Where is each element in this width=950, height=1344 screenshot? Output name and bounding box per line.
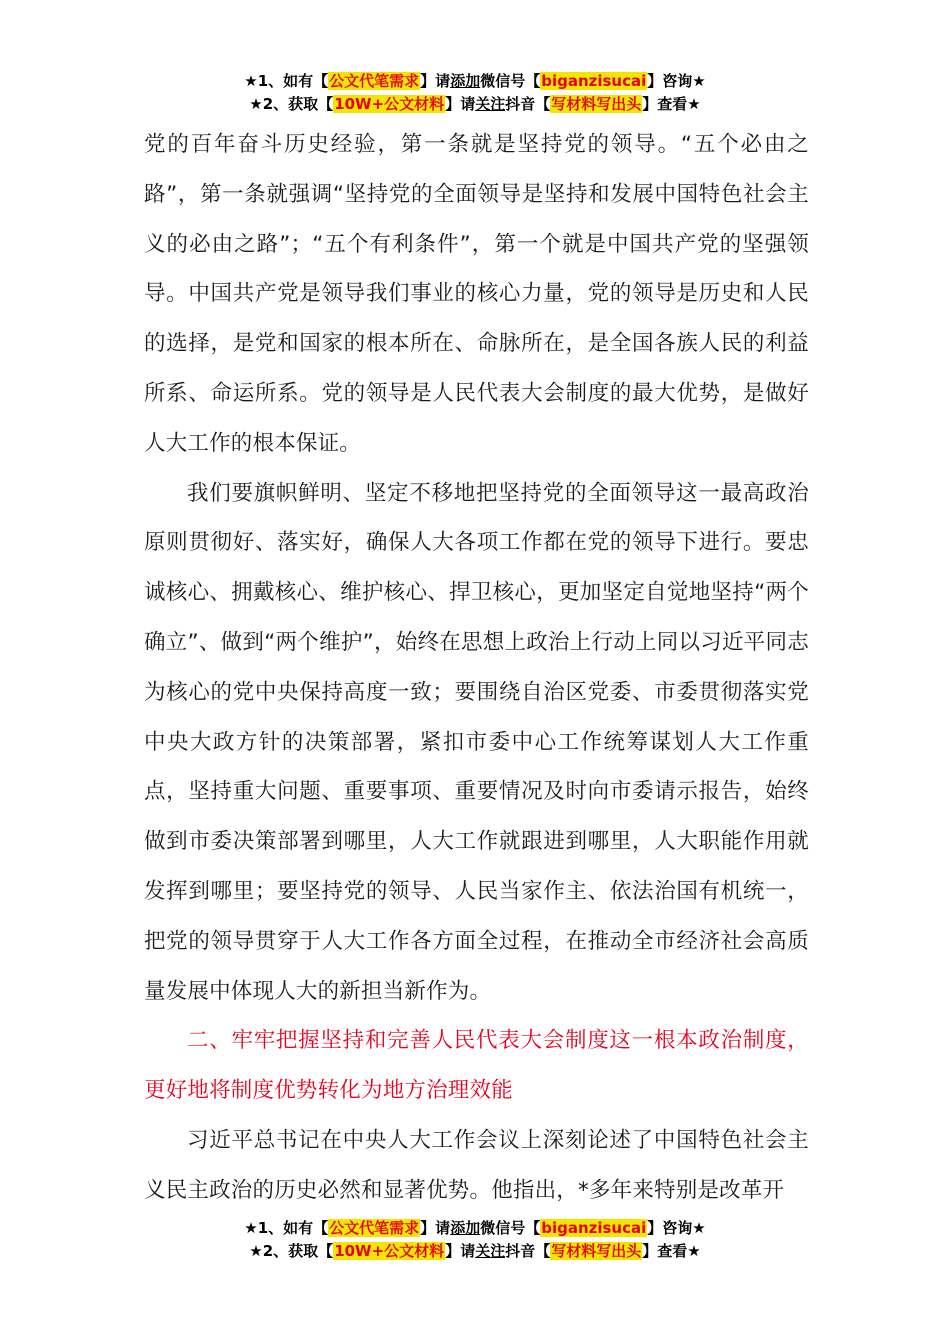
banner-line-1: ★1、如有【公文代笔需求】请添加微信号【biganzisucai】咨询★ bbox=[244, 72, 706, 90]
douyin-account: 写材料写出头 bbox=[551, 95, 642, 113]
douyin-account: 写材料写出头 bbox=[551, 1242, 642, 1260]
footer-banner bbox=[0, 1217, 950, 1263]
banner-line-1: ★1、如有【公文代笔需求】请添加微信号【biganzisucai】咨询★ bbox=[244, 1219, 706, 1237]
banner-line-2: ★2、获取【10W+公文材料】请关注抖音【写材料写出头】查看★ bbox=[249, 95, 701, 113]
wechat-id: biganzisucai bbox=[541, 1219, 647, 1237]
highlight-text: 公文代笔需求 bbox=[329, 1219, 420, 1237]
paragraph: 我们要旗帜鲜明、坚定不移地把坚持党的全面领导这一最高政治原则贯彻好、落实好，确保人大各项工作都在党的领导下进行。要忠诚核心、拥戴核心、维护核心、捍卫核心，更加坚定自觉地坚持“两个确立”、做到“两个维护”，始终在思想上政治上行动上同以习近平同志为核心的党中央保持高度一致；要围绕自治区党委、市委贯彻落实党中央大政方针的决策部署，紧扣市委中心工作统筹谋划人大工作重点，坚持重大问题、重要事项、重要情况及时向市委请示报告，始终做到市委决策部署到哪里，人大工作就跟进到哪里，人大职能作用就发挥到哪里；要坚持党的领导、人民当家作主、依法治国有机统一，把党的领导贯穿于人大工作各方面全过程，在推动全市经济社会高质量发展中体现人大的新担当新作为。 bbox=[144, 480, 809, 1004]
paragraph: 党的百年奋斗历史经验，第一条就是坚持党的领导。“五个必由之路”，第一条就强调“坚持党的全面领导是坚持和发展中国特色社会主义的必由之路”；“五个有利条件”，第一个就是中国共产党的坚强领导。中国共产党是领导我们事业的核心力量，党的领导是历史和人民的选择，是党和国家的根本所在、命脉所在，是全国各族人民的利益所系、命运所系。党的领导是人民代表大会制度的最大优势，是做好人大工作的根本保证。 bbox=[144, 132, 809, 456]
highlight-text: 10W+公文材料 bbox=[334, 95, 445, 113]
banner-line-2: ★2、获取【10W+公文材料】请关注抖音【写材料写出头】查看★ bbox=[249, 1242, 701, 1260]
header-banner bbox=[0, 70, 950, 116]
paragraph: 习近平总书记在中央人大工作会议上深刻论述了中国特色社会主义民主政治的历史必然和显著优势。他指出，*多年来特别是改革开 bbox=[144, 1127, 809, 1203]
wechat-id: biganzisucai bbox=[541, 72, 647, 90]
highlight-text: 10W+公文材料 bbox=[334, 1242, 445, 1260]
highlight-text: 公文代笔需求 bbox=[329, 72, 420, 90]
section-heading: 二、牢牢把握坚持和完善人民代表大会制度这一根本政治制度，更好地将制度优势转化为地方治理效能 bbox=[144, 1028, 809, 1104]
document-body bbox=[144, 120, 809, 1216]
